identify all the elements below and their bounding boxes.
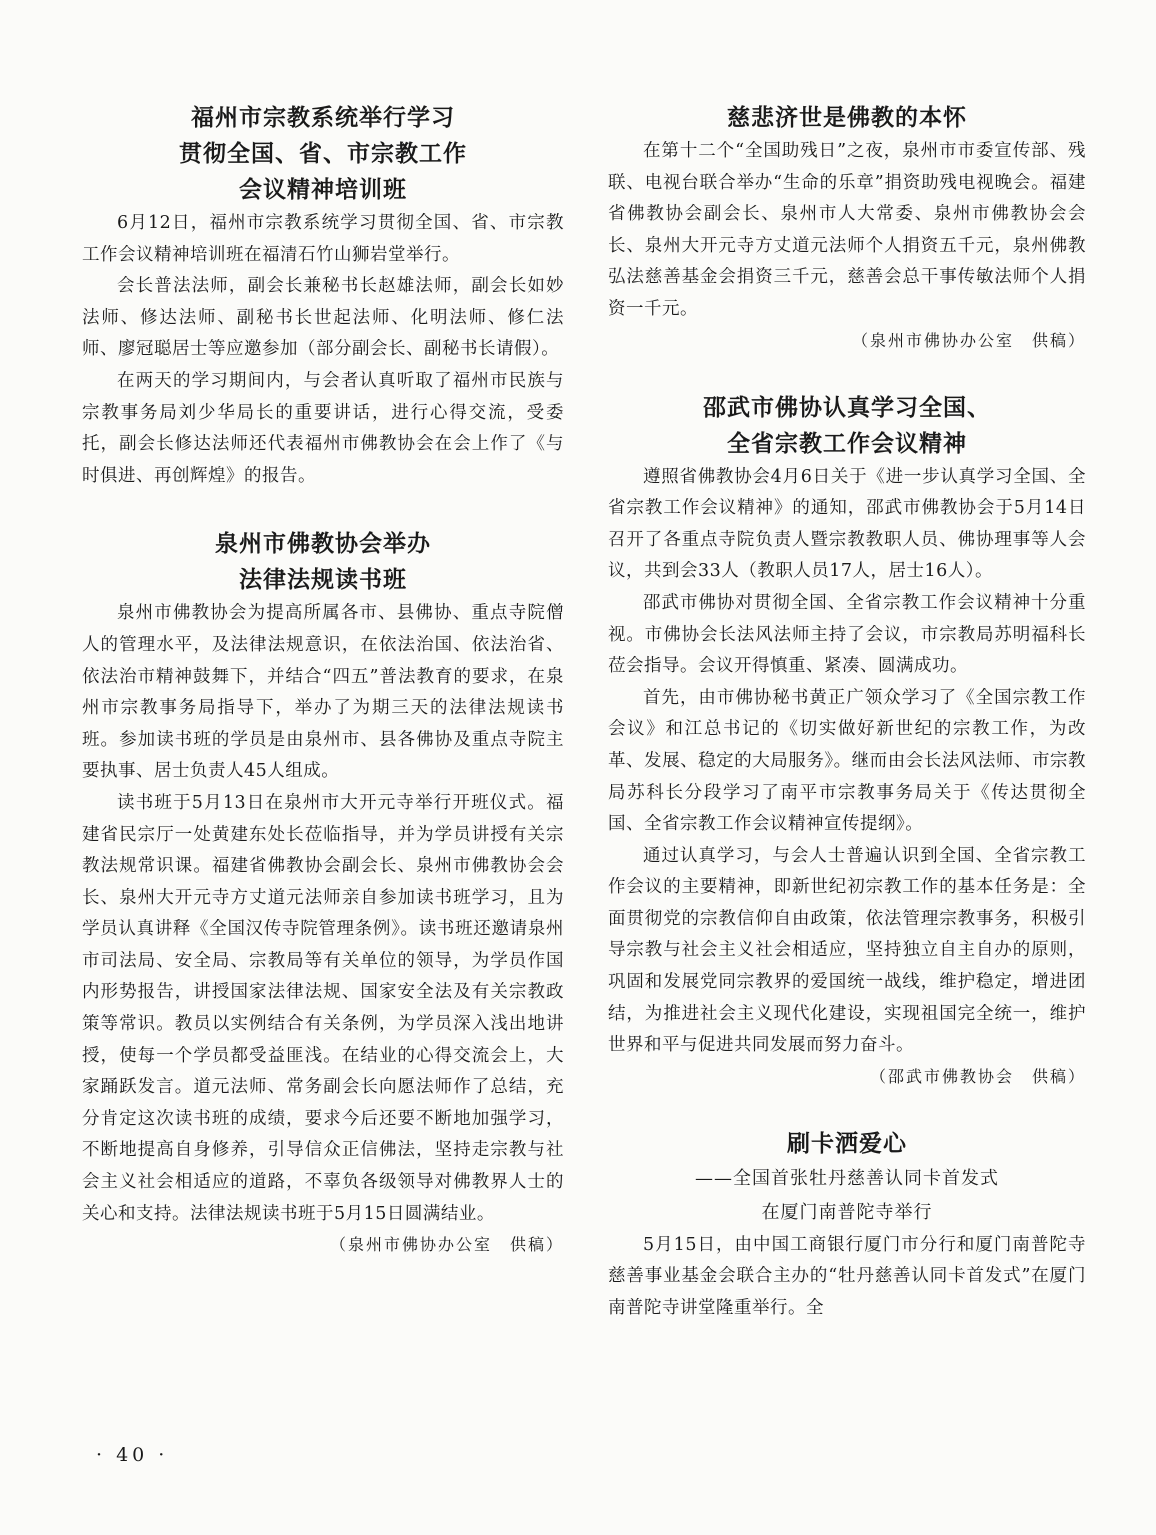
paragraph: 邵武市佛协对贯彻全国、全省宗教工作会议精神十分重视。市佛协会长法风法师主持了会议，市宗教局苏明福科长莅会指导。会议开得慎重、紧凑、圆满成功。 [608, 592, 1086, 677]
article-credit: （邵武市佛教协会 供稿） [869, 1066, 1086, 1086]
article-fuzhou-training [82, 100, 564, 492]
spacer [82, 492, 564, 526]
spacer [608, 1092, 1086, 1126]
article-credit: （泉州市佛协办公室 供稿） [851, 330, 1086, 350]
paragraph: 遵照省佛教协会4月6日关于《进一步认真学习全国、全省宗教工作会议精神》的通知，邵武市佛教协会于5月14日召开了各重点寺院负责人暨宗教教职人员、佛协理事等人会议，共到会33人（教职人员17人，居士16人）。 [608, 466, 1086, 582]
article-shaowu-study [608, 390, 1086, 1092]
article-compassion [608, 100, 1086, 356]
article-title: 刷卡洒爱心 [787, 1130, 907, 1157]
paragraph: 首先，由市佛协秘书黄正广领众学习了《全国宗教工作会议》和江总书记的《切实做好新世纪的宗教工作，为改革、发展、稳定的大局服务》。继而由会长法风法师、市宗教局苏科长分段学习了南平市宗教事务局关于《传达贯彻全国、全省宗教工作会议精神宣传提纲》。 [608, 687, 1086, 835]
paragraph: 通过认真学习，与会人士普遍认识到全国、全省宗教工作会议的主要精神，即新世纪初宗教工作的基本任务是：全面贯彻党的宗教信仰自由政策，依法管理宗教事务，积极引导宗教与社会主义社会相适应，坚持独立自主自办的原则，巩固和发展党同宗教界的爱国统一战线，维护稳定，增进团结，为推进社会主义现代化建设，实现祖国完全统一，维护世界和平与促进共同发展而努力奋斗。 [608, 845, 1086, 1056]
article-title: 福州市宗教系统举行学习 贯彻全国、省、市宗教工作 会议精神培训班 [179, 105, 467, 203]
paragraph: 在两天的学习期间内，与会者认真听取了福州市民族与宗教事务局刘少华局长的重要讲话，进行心得交流，受委托，副会长修达法师还代表福州市佛教协会在会上作了《与时俱进、再创辉煌》的报告。 [82, 370, 564, 486]
paragraph: 读书班于5月13日在泉州市大开元寺举行开班仪式。福建省民宗厅一处黄建东处长莅临指导，并为学员讲授有关宗教法规常识课。福建省佛教协会副会长、泉州市佛教协会会长、泉州大开元寺方丈道元法师亲自参加读书班学习，且为学员认真讲释《全国汉传寺院管理条例》。读书班还邀请泉州市司法局、安全局、宗教局等有关单位的领导，为学员作国内形势报告，讲授国家法律法规、国家安全法及有关宗教政策等常识。教员以实例结合有关条例，为学员深入浅出地讲授，使每一个学员都受益匪浅。在结业的心得交流会上，大家踊跃发言。道元法师、常务副会长向愿法师作了总结，充分肯定这次读书班的成绩，要求今后还要不断地加强学习，不断地提高自身修养，引导信众正信佛法，坚持走宗教与社会主义社会相适应的道路，不辜负各级领导对佛教界人士的关心和支持。法律法规读书班于5月15日圆满结业。 [82, 792, 564, 1224]
article-charity-card [608, 1126, 1086, 1325]
left-column [82, 100, 564, 1260]
paragraph: 6月12日，福州市宗教系统学习贯彻全国、省、市宗教工作会议精神培训班在福清石竹山狮岩堂举行。 [82, 213, 564, 265]
right-column [608, 100, 1086, 1325]
article-credit: （泉州市佛协办公室 供稿） [329, 1235, 564, 1255]
paragraph: 泉州市佛教协会为提高所属各市、县佛协、重点寺院僧人的管理水平，及法律法规意识，在依法治国、依法治省、依法治市精神鼓舞下，并结合“四五”普法教育的要求，在泉州市宗教事务局指导下，举办了为期三天的法律法规读书班。参加读书班的学员是由泉州市、县各佛协及重点寺院主要执事、居士负责人45人组成。 [82, 603, 564, 782]
article-title: 慈悲济世是佛教的本怀 [727, 105, 967, 131]
paragraph: 在第十二个“全国助残日”之夜，泉州市市委宣传部、残联、电视台联合举办“生命的乐章”捐资助残电视晚会。福建省佛教协会副会长、泉州市人大常委、泉州市佛教协会会长、泉州大开元寺方丈道元法师个人捐资五千元，泉州佛教弘法慈善基金会捐资三千元，慈善会总干事传敏法师个人捐资一千元。 [608, 141, 1086, 319]
article-subtitle: ——全国首张牡丹慈善认同卡首发式 在厦门南普陀寺举行 [695, 1167, 999, 1223]
paragraph: 会长普法法师，副会长兼秘书长赵雄法师，副会长如妙法师、修达法师、副秘书长世起法师、化明法师、修仁法师、廖冠聪居士等应邀参加（部分副会长、副秘书长请假）。 [82, 276, 564, 360]
paragraph: 5月15日，由中国工商银行厦门市分行和厦门南普陀寺慈善事业基金会联合主办的“牡丹慈善认同卡首发式”在厦门南普陀寺讲堂隆重举行。全 [608, 1234, 1086, 1319]
article-title: 邵武市佛协认真学习全国、 全省宗教工作会议精神 [703, 394, 991, 457]
article-quanzhou-law-class [82, 526, 564, 1260]
article-title: 泉州市佛教协会举办 法律法规读书班 [215, 531, 431, 594]
page-number: · 40 · [96, 1444, 169, 1466]
spacer [608, 356, 1086, 390]
